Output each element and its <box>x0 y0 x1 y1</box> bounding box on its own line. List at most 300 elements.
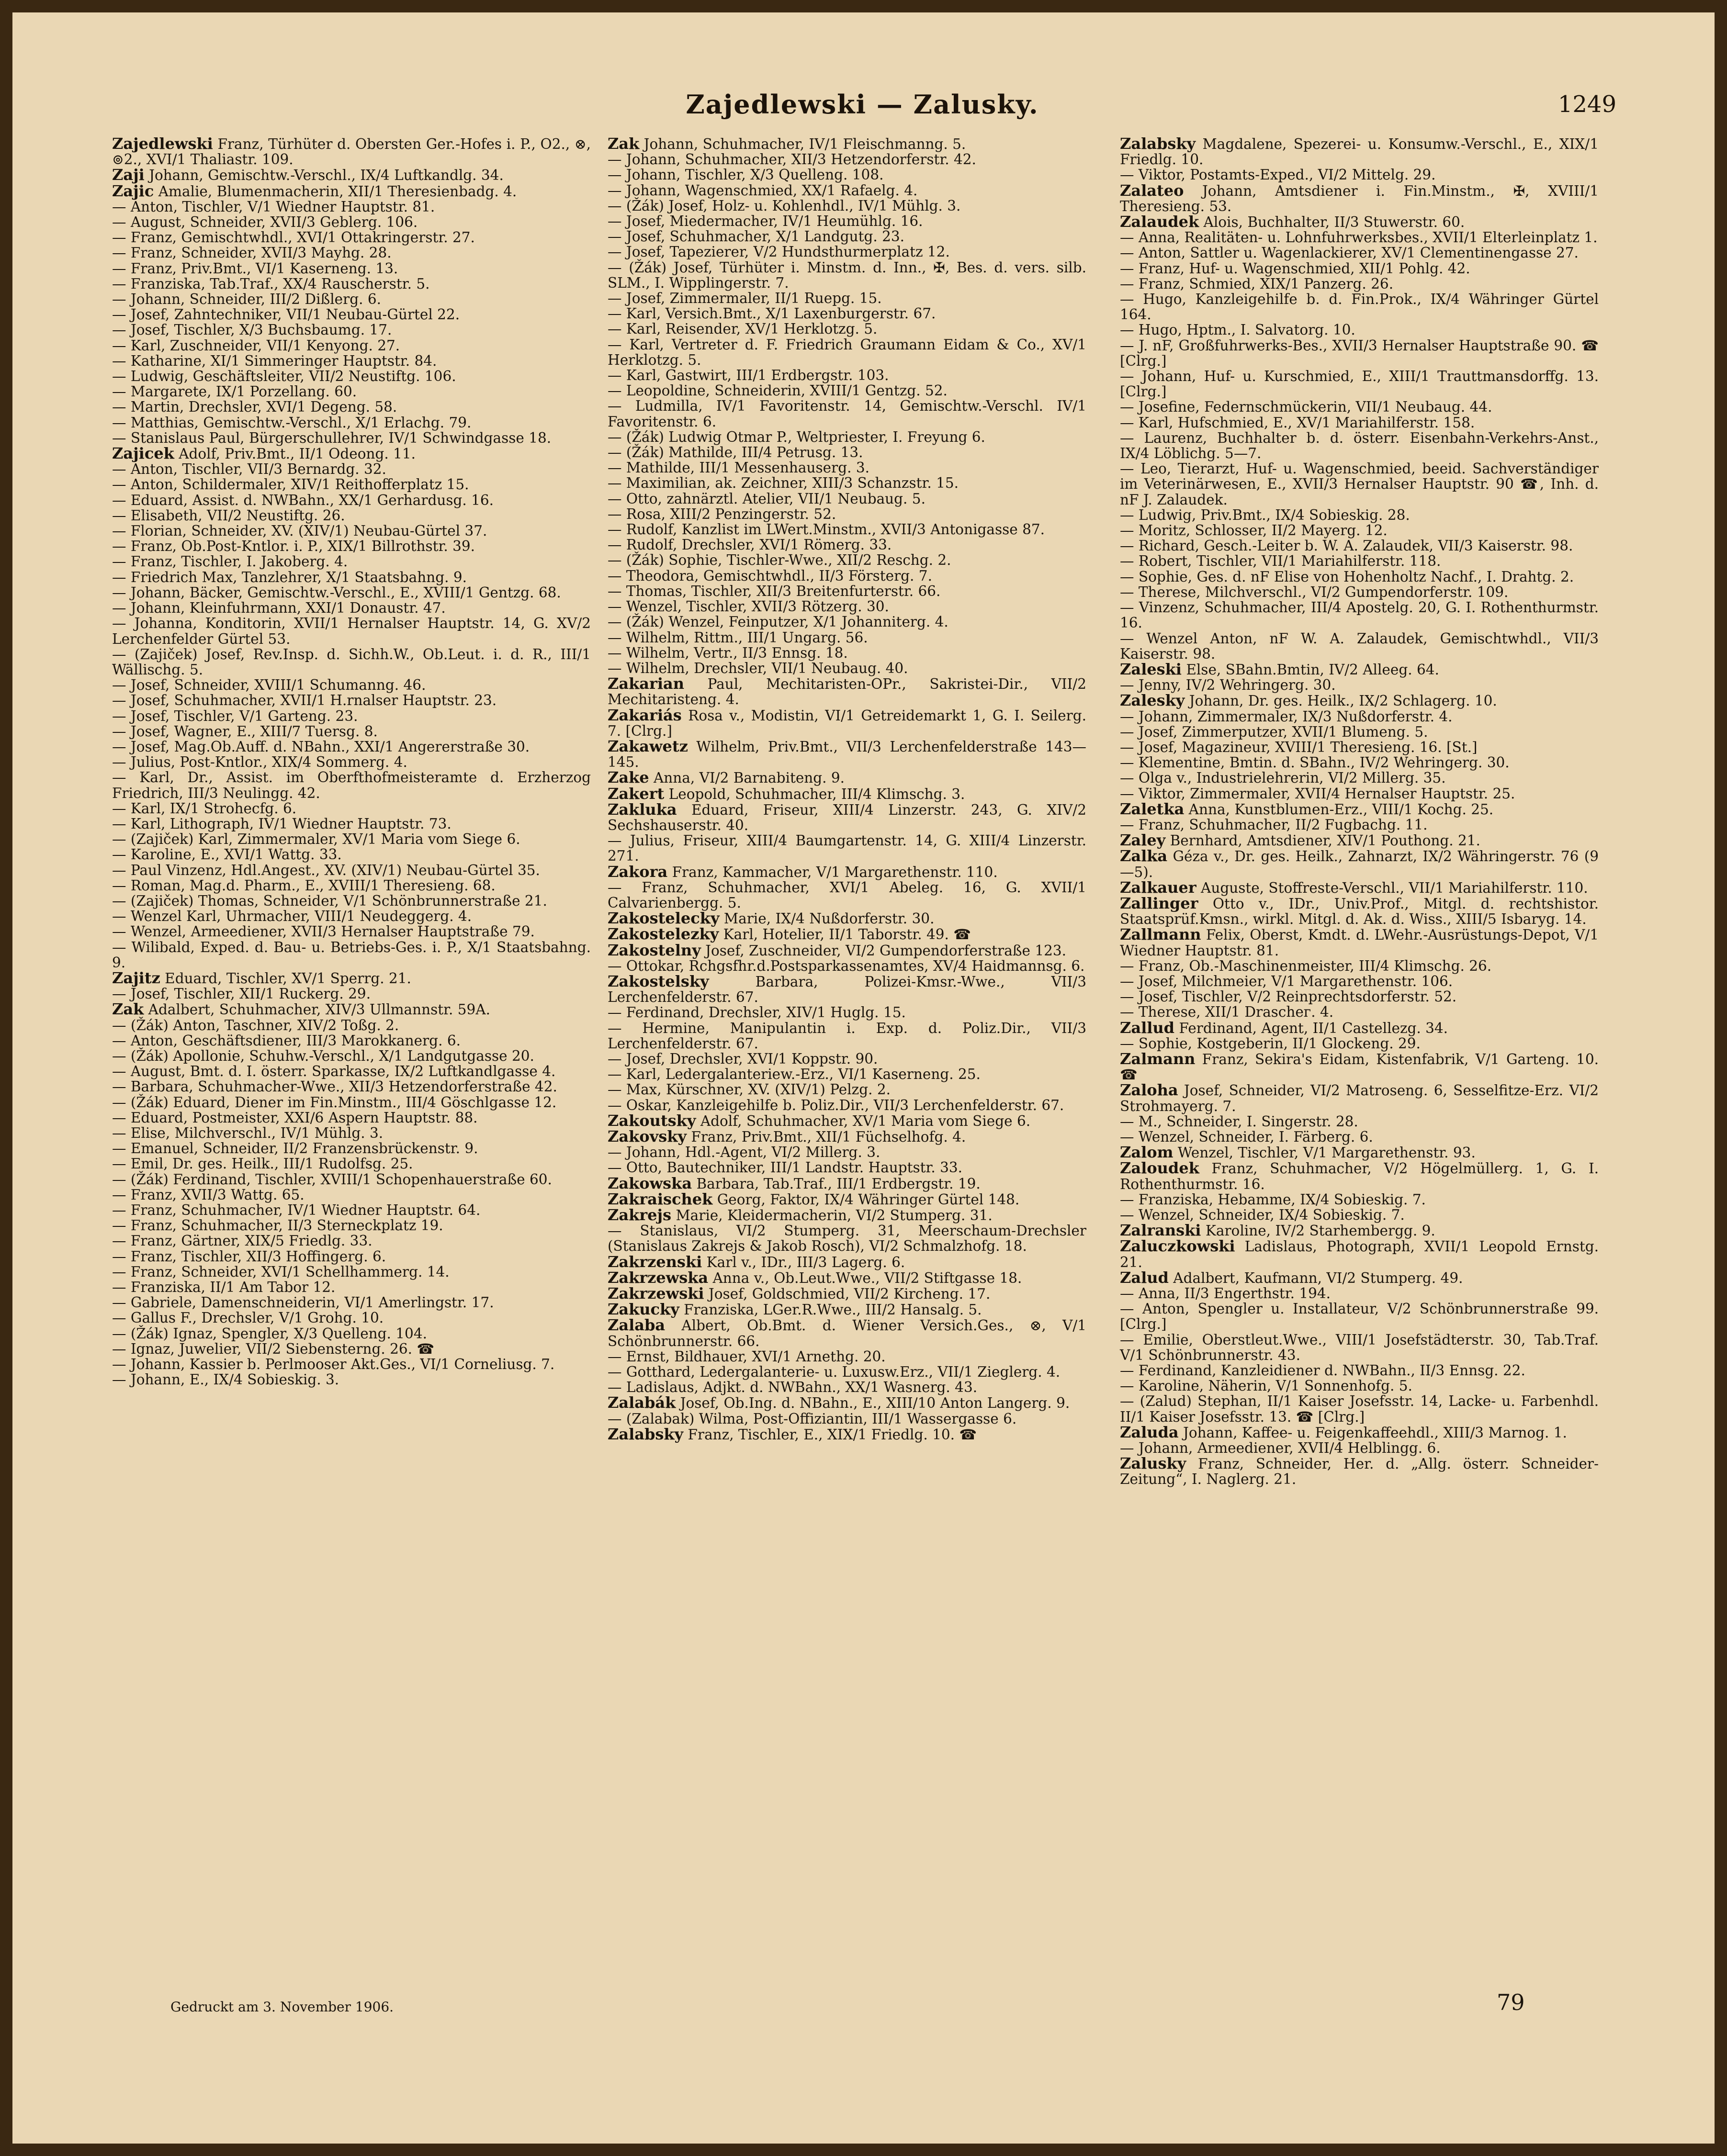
entry-text: — Katharine, XI/1 Simmeringer Hauptstr. 84. <box>112 352 437 369</box>
directory-entry <box>112 1372 591 1387</box>
directory-entry <box>112 369 591 384</box>
directory-entry <box>112 276 591 292</box>
directory-entry <box>1120 1363 1599 1378</box>
directory-entry <box>608 1349 1086 1364</box>
directory-entry <box>608 958 1086 974</box>
entry-surname: Zak <box>608 135 640 153</box>
entry-text: — Johann, Wagenschmied, XX/1 Rafaelg. 4. <box>608 182 918 199</box>
entry-text: Eduard, Friseur, XIII/4 Linzerstr. 243, G. XIV/2 Sechshauserstr. 40. <box>608 801 1086 833</box>
entry-text: — Martin, Drechsler, XVI/1 Degeng. 58. <box>112 399 397 415</box>
entry-text: — Johann, Kassier b. Perlmooser Akt.Ges., VI/1 Corneliusg. 7. <box>112 1356 555 1373</box>
directory-entry <box>112 1218 591 1233</box>
entry-text: — Mathilde, III/1 Messenhauserg. 3. <box>608 460 870 476</box>
directory-entry <box>608 398 1086 429</box>
entry-text: — M., Schneider, I. Singerstr. 28. <box>1120 1113 1358 1130</box>
entry-surname: Zakariás <box>608 706 682 724</box>
directory-entry <box>608 1302 1086 1317</box>
entry-text: — Margarete, IX/1 Porzellang. 60. <box>112 383 357 400</box>
entry-text: — Josef, Miedermacher, IV/1 Heumühlg. 16. <box>608 213 923 230</box>
directory-entry <box>1120 369 1599 399</box>
entry-text: Barbara, Polizei-Kmsr.-Wwe., VII/3 Lerchenfelderstr. 67. <box>608 973 1086 1006</box>
entry-text: Leopold, Schuhmacher, III/4 Klimschg. 3. <box>664 786 965 802</box>
entry-text: — Franz, Schuhmacher, XVI/1 Abeleg. 16, G. XVII/1 Calvarienbergg. 5. <box>608 879 1086 911</box>
entry-text: Alois, Buchhalter, II/3 Stuwerstr. 60. <box>1199 214 1465 231</box>
entry-text: — Matthias, Gemischtw.-Verschl., X/1 Erlachg. 79. <box>112 414 472 431</box>
directory-entry <box>608 630 1086 645</box>
directory-entry <box>112 570 591 585</box>
entry-surname: Zakoutsky <box>608 1111 696 1130</box>
entry-text: Franz, Schneider, Her. d. „Allg. österr. Schneider-Zeitung“, I. Naglerg. 21. <box>1120 1456 1599 1488</box>
directory-entry <box>1120 631 1599 662</box>
entry-text: — Wilhelm, Rittm., III/1 Ungarg. 56. <box>608 629 868 646</box>
entry-surname: Zaley <box>1120 831 1166 850</box>
directory-entry <box>112 461 591 477</box>
directory-entry <box>112 863 591 878</box>
entry-text: — Anton, Schildermaler, XIV/1 Reithofferplatz 15. <box>112 476 469 493</box>
entry-text: Wilhelm, Priv.Bmt., VII/3 Lerchenfelderstraße 143—145. <box>608 738 1086 771</box>
entry-text: — Otto, Bautechniker, III/1 Landstr. Hauptstr. 33. <box>608 1159 963 1176</box>
directory-column-2 <box>608 136 1086 1442</box>
directory-entry <box>608 291 1086 306</box>
directory-entry <box>1120 538 1599 553</box>
entry-text: — Josef, Schuhmacher, X/1 Landgutg. 23. <box>608 228 905 245</box>
directory-entry <box>112 338 591 353</box>
entry-text: — (Zajiček) Josef, Rev.Insp. d. Sichh.W., Ob.Leut. i. d. R., III/1 Wällischg. 5. <box>112 646 591 678</box>
entry-surname: Zalaba <box>608 1316 666 1335</box>
entry-surname: Zakawetz <box>608 737 688 755</box>
directory-entry <box>608 537 1086 552</box>
entry-text: Anna, VI/2 Barnabiteng. 9. <box>649 770 845 786</box>
entry-text: — Johann, Huf- u. Kurschmied, E., XIII/1 Trauttmansdorffg. 13. [Clrg.] <box>1120 368 1599 400</box>
directory-entry <box>1120 523 1599 538</box>
entry-text: — J. nF, Großfuhrwerks-Bes., XVII/3 Hernalser Hauptstraße 90. ☎ [Clrg.] <box>1120 337 1599 369</box>
directory-entry <box>1120 848 1599 879</box>
directory-entry <box>1120 1036 1599 1051</box>
entry-text: — Franz, Schuhmacher, IV/1 Wiedner Hauptstr. 64. <box>112 1202 481 1219</box>
entry-text: Adolf, Priv.Bmt., II/1 Odeong. 11. <box>174 446 416 462</box>
entry-text: — (Žák) Ferdinand, Tischler, XVIII/1 Schopenhauerstraße 60. <box>112 1171 552 1188</box>
directory-entry <box>1120 584 1599 600</box>
directory-entry <box>608 1364 1086 1380</box>
entry-text: — Anton, Sattler u. Wagenlackierer, XV/1 Clementinengasse 27. <box>1120 245 1579 261</box>
entry-surname: Zalusky <box>1120 1454 1186 1473</box>
entry-text: — Anton, Geschäftsdiener, III/3 Marokkanerg. 6. <box>112 1032 461 1049</box>
entry-text: — Vinzenz, Schuhmacher, III/4 Apostelg. 20, G. I. Rothenthurmstr. 16. <box>1120 599 1599 631</box>
entry-text: — Josef, Tischler, XII/1 Ruckerg. 29. <box>112 986 371 1002</box>
directory-entry <box>608 584 1086 599</box>
entry-text: — Johann, Bäcker, Gemischtw.-Verschl., E., XVIII/1 Gentzg. 68. <box>112 584 561 601</box>
directory-entry <box>112 816 591 831</box>
directory-entry <box>1120 338 1599 369</box>
entry-surname: Zallmann <box>1120 925 1201 944</box>
entry-text: — Johann, Kleinfuhrmann, XXI/1 Donaustr. 47. <box>112 600 446 617</box>
directory-entry <box>1120 1223 1599 1238</box>
entry-surname: Zaletka <box>1120 799 1185 818</box>
entry-text: — Otto, zahnärztl. Atelier, VII/1 Neubaug. 5. <box>608 490 926 507</box>
directory-entry <box>608 522 1086 537</box>
directory-entry <box>112 136 591 167</box>
directory-entry <box>608 1426 1086 1442</box>
entry-surname: Zakraischek <box>608 1190 713 1208</box>
entry-text: — (Žák) Sophie, Tischler-Wwe., XII/2 Reschg. 2. <box>608 552 951 569</box>
entry-text: Adalbert, Schuhmacher, XIV/3 Ullmannstr. 59A. <box>144 1001 490 1018</box>
entry-text: Johann, Kaffee- u. Feigenkaffeehdl., XIII/3 Marnog. 1. <box>1178 1424 1567 1441</box>
entry-text: — Eduard, Postmeister, XXI/6 Aspern Hauptstr. 88. <box>112 1109 478 1126</box>
entry-text: Franz, Kammacher, V/1 Margarethenstr. 110. <box>667 864 998 880</box>
directory-entry <box>608 974 1086 1005</box>
entry-text: Franz, Schuhmacher, V/2 Högelmüllerg. 1, G. I. Rothenthurmstr. 16. <box>1120 1160 1599 1192</box>
entry-text: — August, Schneider, XVII/3 Geblerg. 106. <box>112 214 418 231</box>
directory-entry <box>1120 230 1599 245</box>
entry-text: — Anton, Tischler, VII/3 Bernardg. 32. <box>112 461 386 478</box>
directory-entry <box>608 833 1086 864</box>
directory-entry <box>112 1295 591 1310</box>
directory-entry <box>608 429 1086 445</box>
directory-entry <box>1120 1440 1599 1456</box>
entry-text: — Ferdinand, Kanzleidiener d. NWBahn., II/3 Ennsg. 22. <box>1120 1362 1525 1379</box>
entry-text: — Franz, Schmied, XIX/1 Panzerg. 26. <box>1120 275 1394 292</box>
entry-text: — Theodora, Gemischtwhdl., II/3 Försterg. 7. <box>608 567 932 584</box>
entry-text: — Viktor, Postamts-Exped., VI/2 Mittelg. 29. <box>1120 167 1436 183</box>
directory-entry <box>608 943 1086 958</box>
directory-entry <box>608 568 1086 584</box>
entry-text: Otto v., IDr., Univ.Prof., Mitgl. d. rechtshistor. Staatsprüf.Kmsn., wirkl. Mitgl. d. Ak. d. Wiss., XIII/5 Isbaryg. 14. <box>1120 895 1599 928</box>
entry-text: — Karl, Gastwirt, III/1 Erdbergstr. 103. <box>608 367 889 384</box>
entry-text: — Hermine, Manipulantin i. Exp. d. Poliz.Dir., VII/3 Lerchenfelderstr. 67. <box>608 1020 1086 1052</box>
entry-text: Bernhard, Amtsdiener, XIV/1 Pouthong. 21. <box>1165 832 1480 849</box>
directory-entry <box>1120 399 1599 415</box>
entry-text: — Julius, Friseur, XIII/4 Baumgartenstr. 14, G. XIII/4 Linzerstr. 271. <box>608 832 1086 865</box>
entry-text: — (Zalud) Stephan, II/1 Kaiser Josefsstr. 14, Lacke- u. Farbenhdl. II/1 Kaiser Josefsstr. 13. ☎ [Clrg.] <box>1120 1393 1599 1425</box>
entry-surname: Zalud <box>1120 1268 1169 1287</box>
entry-text: — Franz, Tischler, I. Jakoberg. 4. <box>112 553 348 570</box>
directory-entry <box>608 213 1086 229</box>
entry-text: — Karl, Hufschmied, E., XV/1 Mariahilferstr. 158. <box>1120 414 1475 431</box>
entry-text: — Josef, Zahntechniker, VII/1 Neubau-Gürtel 22. <box>112 306 460 323</box>
entry-surname: Zakostelezky <box>608 925 719 943</box>
directory-entry <box>1120 1082 1599 1113</box>
directory-entry <box>608 1411 1086 1426</box>
entry-text: — Johanna, Konditorin, XVII/1 Hernalser Hauptstr. 14, G. XV/2 Lerchenfelder Gürtel 53. <box>112 615 591 647</box>
entry-surname: Zakucky <box>608 1300 679 1319</box>
entry-text: — Oskar, Kanzleigehilfe b. Poliz.Dir., VII/3 Lerchenfelderstr. 67. <box>608 1097 1064 1113</box>
page-header <box>108 89 1616 127</box>
directory-entry <box>112 446 591 461</box>
entry-text: — Josef, Milchmeier, V/1 Margarethenstr. 106. <box>1120 973 1453 989</box>
directory-entry <box>112 647 591 677</box>
directory-entry <box>608 880 1086 910</box>
entry-text: — Josef, Mag.Ob.Auff. d. NBahn., XXI/1 Angererstraße 30. <box>112 738 530 755</box>
entry-text: — (Zalabak) Wilma, Post-Offiziantin, III/1 Wassergasse 6. <box>608 1410 1017 1427</box>
directory-entry <box>1120 214 1599 230</box>
directory-entry <box>608 1395 1086 1411</box>
directory-entry <box>608 1067 1086 1082</box>
entry-surname: Zalom <box>1120 1143 1174 1162</box>
entry-text: — Anna, II/3 Engerthstr. 194. <box>1120 1285 1331 1302</box>
entry-surname: Zakostelny <box>608 941 701 959</box>
directory-entry <box>112 493 591 508</box>
entry-text: — Karl, Lithograph, IV/1 Wiedner Hauptstr. 73. <box>112 815 452 832</box>
directory-entry <box>1120 415 1599 430</box>
entry-text: — (Žák) Josef, Türhüter i. Minstm. d. Inn., ✠, Bes. d. vers. silb. SLM., I. Wipplingerstr. 7. <box>608 259 1086 291</box>
entry-text: — Viktor, Zimmermaler, XVII/4 Hernalser Hauptstr. 25. <box>1120 785 1515 802</box>
directory-entry <box>1120 1020 1599 1036</box>
directory-entry <box>608 321 1086 337</box>
entry-text: — Karl, Zuschneider, VII/1 Kenyong. 27. <box>112 337 400 354</box>
entry-text: — Emilie, Oberstleut.Wwe., VIII/1 Josefstädterstr. 30, Tab.Traf. V/1 Schönbrunnerstr. 43. <box>1120 1331 1599 1363</box>
entry-text: Wenzel, Tischler, V/1 Margarethenstr. 93. <box>1173 1145 1476 1161</box>
entry-text: — (Žák) Ludwig Otmar P., Weltpriester, I. Freyung 6. <box>608 428 985 445</box>
directory-entry <box>1120 662 1599 677</box>
entry-text: — Florian, Schneider, XV. (XIV/1) Neubau-Gürtel 37. <box>112 523 487 539</box>
entry-text: Amalie, Blumenmacherin, XII/1 Theresienbadg. 4. <box>154 183 517 200</box>
entry-text: — Karl, Versich.Bmt., X/1 Laxenburgerstr. 67. <box>608 305 936 322</box>
directory-entry <box>1120 817 1599 832</box>
directory-entry <box>112 616 591 646</box>
directory-entry <box>112 1264 591 1280</box>
directory-entry <box>112 1202 591 1218</box>
directory-entry <box>112 1001 591 1017</box>
directory-entry <box>112 167 591 183</box>
entry-text: Franz, Sekira's Eidam, Kistenfabrik, V/1 Garteng. 10. ☎ <box>1120 1051 1599 1083</box>
directory-entry <box>112 585 591 600</box>
entry-text: — Johann, Schuhmacher, XII/3 Hetzendorferstr. 42. <box>608 151 976 168</box>
directory-entry <box>112 399 591 415</box>
entry-text: Magdalene, Spezerei- u. Konsumw.-Verschl., E., XIX/1 Friedlg. 10. <box>1120 136 1599 168</box>
entry-text: — Josef, Tischler, X/3 Buchsbaumg. 17. <box>112 322 392 338</box>
directory-entry <box>1120 1114 1599 1129</box>
entry-surname: Zajitz <box>112 968 160 987</box>
entry-text: — Gabriele, Damenschneiderin, VI/1 Amerlingstr. 17. <box>112 1294 494 1311</box>
entry-text: — Laurenz, Buchhalter b. d. österr. Eisenbahn-Verkehrs-Anst., IX/4 Löblichg. 5—7. <box>1120 429 1599 462</box>
entry-text: Barbara, Tab.Traf., III/1 Erdbergstr. 19. <box>692 1175 981 1192</box>
entry-text: Franziska, LGer.R.Wwe., III/2 Hansalg. 5. <box>679 1302 982 1318</box>
entry-text: — Therese, XII/1 Draschег. 4. <box>1120 1004 1334 1021</box>
entry-text: — Ernst, Bildhauer, XVI/1 Arnethg. 20. <box>608 1348 886 1365</box>
entry-text: — Wenzel, Tischler, XVII/3 Rötzerg. 30. <box>608 598 889 615</box>
entry-text: — Karoline, Näherin, V/1 Sonnenhofg. 5. <box>1120 1378 1412 1394</box>
directory-entry <box>112 539 591 554</box>
page-number: 1249 <box>1558 91 1616 118</box>
entry-text: — Stanislaus, VI/2 Stumperg. 31, Meerschaum-Drechsler (Stanislaus Zakrejs & Jakob Rosch), VI/2 Schmalzhofg. 18. <box>608 1223 1086 1255</box>
directory-entry <box>1120 927 1599 958</box>
directory-entry <box>608 864 1086 880</box>
entry-text: — Franziska, Hebamme, IX/4 Sobieskig. 7. <box>1120 1191 1426 1208</box>
entry-text: — Karl, IX/1 Strohecfg. 6. <box>112 800 297 817</box>
directory-entry <box>112 986 591 1001</box>
directory-entry <box>112 677 591 693</box>
directory-entry <box>608 183 1086 198</box>
sheet-number: 79 <box>1497 1989 1525 2015</box>
entry-text: — Josef, Tapezierer, V/2 Hundsthurmerplatz 12. <box>608 244 950 260</box>
entry-text: — Emil, Dr. ges. Heilk., III/1 Rudolfsg. 25. <box>112 1156 413 1172</box>
directory-entry <box>608 1082 1086 1097</box>
directory-entry <box>1120 709 1599 724</box>
directory-entry <box>608 460 1086 475</box>
entry-text: — Elise, Milchverschl., IV/1 Mühlg. 3. <box>112 1125 384 1141</box>
entry-text: — Johann, Schneider, III/2 Dißlerg. 6. <box>112 291 381 308</box>
directory-entry <box>112 1249 591 1264</box>
directory-entry <box>112 1310 591 1325</box>
entry-text: — (Žák) Ignaz, Spengler, X/3 Quelleng. 104. <box>112 1325 427 1342</box>
entry-text: — Johann, E., IX/4 Sobieskig. 3. <box>112 1371 339 1388</box>
directory-entry <box>112 1187 591 1202</box>
directory-entry <box>1120 724 1599 740</box>
directory-entry <box>608 707 1086 739</box>
directory-entry <box>608 198 1086 213</box>
directory-entry <box>1120 832 1599 848</box>
entry-text: — Gotthard, Ledergalanterie- u. Luxusw.Erz., VII/1 Zieglerg. 4. <box>608 1364 1061 1381</box>
directory-entry <box>112 1079 591 1094</box>
entry-text: — Johann, Tischler, X/3 Quelleng. 108. <box>608 167 884 183</box>
entry-surname: Zajedlewski <box>112 135 213 153</box>
entry-text: Eduard, Tischler, XV/1 Sperrg. 21. <box>160 970 411 987</box>
directory-entry <box>112 322 591 337</box>
entry-text: — Franz, XVII/3 Wattg. 65. <box>112 1186 305 1203</box>
entry-surname: Zalaudek <box>1120 213 1199 231</box>
entry-text: — Johann, Armeediener, XVII/4 Helblingg. 6. <box>1120 1440 1441 1457</box>
directory-entry <box>112 199 591 214</box>
entry-text: — Johann, Hdl.-Agent, VI/2 Millerg. 3. <box>608 1144 880 1161</box>
directory-entry <box>1120 245 1599 260</box>
directory-entry <box>112 1048 591 1064</box>
page-title: Zajedlewski — Zalusky. <box>686 89 1039 120</box>
entry-surname: Zake <box>608 768 649 787</box>
directory-entry <box>608 445 1086 460</box>
entry-surname: Zakrejs <box>608 1206 672 1224</box>
directory-entry <box>608 260 1086 291</box>
directory-entry <box>608 1223 1086 1254</box>
entry-text: — (Žák) Eduard, Diener im Fin.Minstm., III/4 Göschlgasse 12. <box>112 1094 557 1111</box>
directory-entry <box>1120 1004 1599 1020</box>
entry-text: — Franz, Ob.-Maschinenmeister, III/4 Klimschg. 26. <box>1120 957 1492 974</box>
entry-surname: Zakovsky <box>608 1127 687 1145</box>
directory-entry <box>1120 507 1599 523</box>
directory-entry <box>608 645 1086 661</box>
directory-entry <box>1120 880 1599 896</box>
entry-surname: Zalabák <box>608 1393 676 1412</box>
entry-text: — Josef, Tischler, V/1 Garteng. 23. <box>112 707 358 724</box>
directory-entry <box>1120 136 1599 167</box>
entry-text: — (Žák) Anton, Taschner, XIV/2 Toßg. 2. <box>112 1017 399 1033</box>
directory-entry <box>608 491 1086 506</box>
entry-surname: Zalateo <box>1120 181 1184 200</box>
entry-text: — Klementine, Bmtin. d. SBahn., IV/2 Wehringerg. 30. <box>1120 754 1510 771</box>
entry-text: — Josef, Magazineur, XVIII/1 Theresieng. 16. [St.] <box>1120 739 1478 755</box>
directory-entry <box>112 1095 591 1110</box>
directory-entry <box>112 847 591 862</box>
directory-entry <box>1120 1145 1599 1160</box>
directory-entry <box>112 1172 591 1187</box>
directory-entry <box>1120 740 1599 755</box>
directory-entry <box>1120 261 1599 276</box>
directory-entry <box>1120 1301 1599 1332</box>
directory-entry <box>112 970 591 986</box>
entry-text: Anna, Kunstblumen-Erz., VIII/1 Kochg. 25. <box>1184 801 1494 818</box>
entry-text: — Josefine, Federnschmückerin, VII/1 Neubaug. 44. <box>1120 399 1492 415</box>
directory-entry <box>608 910 1086 926</box>
directory-entry <box>112 878 591 893</box>
directory-entry <box>112 1110 591 1125</box>
directory-entry <box>1120 770 1599 786</box>
entry-text: — Olga v., Industrielehrerin, VI/2 Millerg. 35. <box>1120 770 1446 786</box>
entry-text: — (Zajiček) Karl, Zimmermaler, XV/1 Maria vom Siege 6. <box>112 831 520 848</box>
entry-surname: Zajicek <box>112 444 174 463</box>
directory-entry <box>112 909 591 924</box>
directory-entry <box>1120 276 1599 292</box>
entry-text: Felix, Oberst, Kmdt. d. LWehr.-Ausrüstungs-Depot, V/1 Wiedner Hauptstr. 81. <box>1120 927 1599 959</box>
directory-entry <box>112 477 591 492</box>
entry-text: — Ignaz, Juwelier, VII/2 Siebensterng. 26. ☎ <box>112 1340 435 1357</box>
entry-surname: Zakostelsky <box>608 972 709 990</box>
entry-text: Marie, IX/4 Nußdorferstr. 30. <box>719 910 935 927</box>
directory-entry <box>608 1005 1086 1020</box>
directory-entry <box>1120 801 1599 817</box>
entry-text: Anna v., Ob.Leut.Wwe., VII/2 Stiftgasse 18. <box>708 1269 1022 1286</box>
entry-text: Karl v., IDr., III/3 Lagerg. 6. <box>702 1254 905 1270</box>
entry-text: Josef, Goldschmied, VII/2 Kircheng. 17. <box>704 1286 991 1303</box>
entry-surname: Zaleski <box>1120 660 1182 678</box>
entry-text: — Eduard, Assist. d. NWBahn., XX/1 Gerhardusg. 16. <box>112 492 494 508</box>
entry-text: — Franziska, II/1 Am Tabor 12. <box>112 1279 336 1296</box>
entry-text: Georg, Faktor, IX/4 Währinger Gürtel 148. <box>712 1191 1020 1208</box>
entry-surname: Zaloudek <box>1120 1159 1199 1178</box>
directory-entry <box>608 786 1086 802</box>
entry-text: — Ludwig, Priv.Bmt., IX/4 Sobieskig. 28. <box>1120 506 1410 523</box>
directory-entry <box>1120 1129 1599 1145</box>
entry-text: Else, SBahn.Bmtin, IV/2 Alleeg. 64. <box>1181 661 1439 678</box>
directory-entry <box>608 739 1086 770</box>
entry-surname: Zalabsky <box>1120 135 1196 153</box>
entry-text: — Gallus F., Drechsler, V/1 Grohg. 10. <box>112 1310 384 1326</box>
entry-text: Franz, Priv.Bmt., XII/1 Füchselhofg. 4. <box>686 1129 966 1145</box>
entry-text: — Wenzel, Armeediener, XVII/3 Hernalser Hauptstraße 79. <box>112 923 535 940</box>
entry-text: — (Zajiček) Thomas, Schneider, V/1 Schönbrunnerstraße 21. <box>112 892 547 909</box>
directory-entry <box>1120 1425 1599 1440</box>
directory-entry <box>1120 430 1599 461</box>
entry-text: — Robert, Tischler, VII/1 Mariahilferstr. 118. <box>1120 553 1441 570</box>
entry-text: — Wilhelm, Drechsler, VII/1 Neubaug. 40. <box>608 660 908 676</box>
directory-entry <box>112 754 591 770</box>
entry-surname: Zakrzewska <box>608 1268 709 1287</box>
directory-entry <box>112 1033 591 1048</box>
directory-entry <box>112 353 591 369</box>
directory-entry <box>112 1280 591 1295</box>
entry-text: — (Žák) Josef, Holz- u. Kohlenhdl., IV/1 Mühlg. 3. <box>608 197 961 214</box>
directory-entry <box>112 739 591 754</box>
directory-entry <box>112 415 591 430</box>
entry-text: — Friedrich Max, Tanzlehrer, X/1 Staatsbahng. 9. <box>112 569 467 585</box>
entry-text: — Hugo, Hptm., I. Salvatorg. 10. <box>1120 322 1355 338</box>
entry-text: Ferdinand, Agent, II/1 Castellezg. 34. <box>1174 1020 1448 1036</box>
entry-surname: Zalabsky <box>608 1425 684 1443</box>
directory-entry <box>608 1254 1086 1270</box>
directory-entry <box>112 214 591 230</box>
directory-entry <box>608 368 1086 383</box>
entry-surname: Zakarian <box>608 674 685 693</box>
directory-entry <box>112 1341 591 1357</box>
directory-entry <box>1120 600 1599 630</box>
directory-entry <box>1120 1286 1599 1301</box>
entry-text: — Wenzel, Schneider, I. Färberg. 6. <box>1120 1129 1373 1145</box>
directory-entry <box>608 1286 1086 1302</box>
directory-entry <box>608 337 1086 368</box>
entry-text: Ladislaus, Photograph, XVII/1 Leopold Ernstg. 21. <box>1120 1238 1599 1270</box>
entry-text: — Stanislaus Paul, Bürgerschullehrer, IV/1 Schwindgasse 18. <box>112 429 552 446</box>
entry-text: — Josef, Zimmermaler, II/1 Ruepg. 15. <box>608 290 882 307</box>
directory-entry <box>112 1233 591 1248</box>
entry-text: — Josef, Tischler, V/2 Reinprechtsdorferstr. 52. <box>1120 988 1457 1005</box>
